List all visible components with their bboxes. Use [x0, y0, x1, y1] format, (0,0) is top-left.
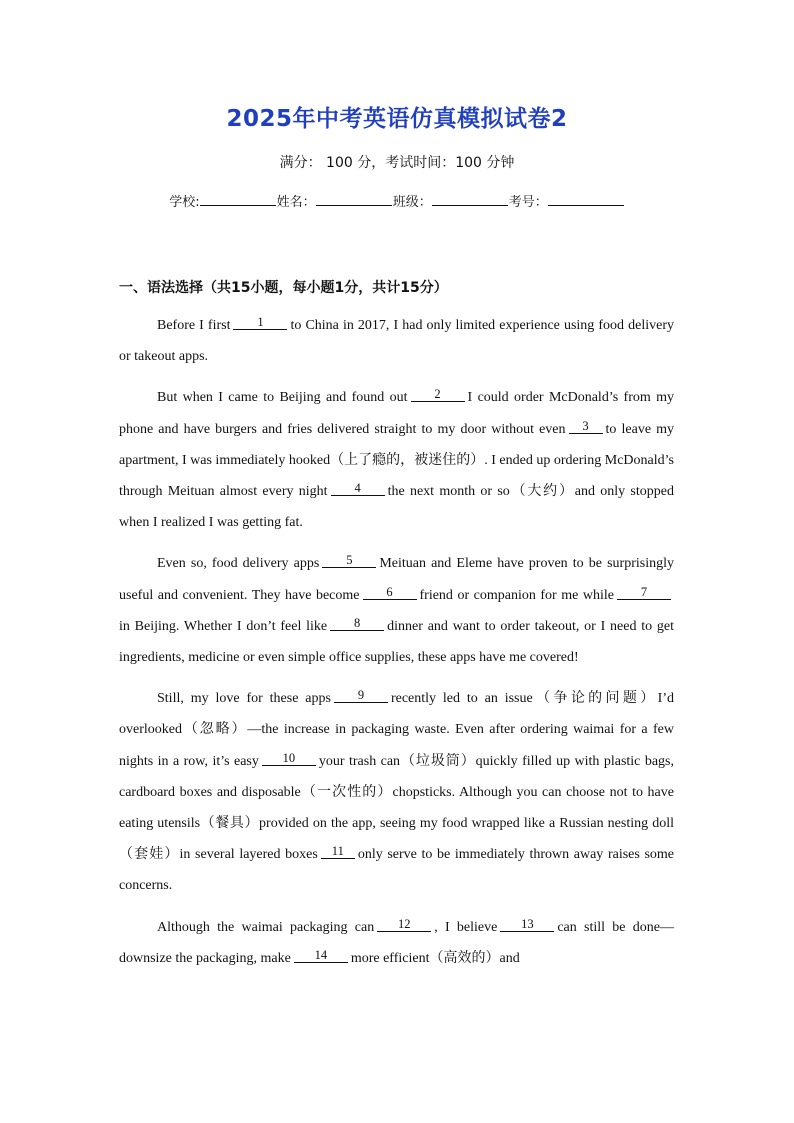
blank-8[interactable]: 8 — [330, 616, 384, 631]
passage-text: can still be done—downsize the packaging, make — [119, 919, 674, 966]
passage-text: recently led to an issue（争论的问题）I’d overlooked（忽略）—the increase in packaging waste. Even after ordering waimai for a few nights in a row, it’s easy — [119, 691, 674, 769]
blank-2[interactable]: 2 — [411, 387, 465, 402]
blank-12[interactable]: 12 — [377, 917, 431, 932]
paragraph-3 — [119, 548, 674, 673]
name-field[interactable] — [316, 193, 392, 206]
blank-11[interactable]: 11 — [321, 844, 355, 859]
paragraph-5 — [119, 912, 674, 974]
blank-1[interactable]: 1 — [233, 315, 287, 330]
exam-number-label: 考号： — [508, 195, 548, 210]
name-label: 姓名： — [276, 195, 316, 210]
passage-text: Before I first — [157, 318, 231, 333]
section-heading: 一、语法选择（共15小题，每小题1分，共计15分） — [119, 280, 448, 296]
passage-text: Meituan and Eleme have proven to be surprisingly useful and convenient. They have become — [119, 556, 674, 603]
paragraph-1 — [119, 310, 674, 372]
paragraph-4 — [119, 683, 674, 901]
blank-4[interactable]: 4 — [331, 481, 385, 496]
class-field[interactable] — [432, 193, 508, 206]
paragraph-2 — [119, 382, 674, 538]
passage-text: But when I came to Beijing and found out — [157, 390, 408, 406]
exam-number-field[interactable] — [548, 193, 624, 206]
cloze-passage — [119, 310, 674, 984]
school-label: 学校: — [169, 195, 200, 210]
blank-13[interactable]: 13 — [500, 917, 554, 932]
student-info-row — [0, 191, 794, 210]
blank-9[interactable]: 9 — [334, 688, 388, 703]
passage-text: to China in 2017, I had only limited experience using food delivery or takeout apps. — [119, 318, 674, 365]
class-label: 班级： — [392, 195, 432, 210]
blank-10[interactable]: 10 — [262, 751, 316, 766]
passage-text: , I believe — [434, 919, 498, 935]
passage-text: Still, my love for these apps — [157, 691, 331, 707]
blank-14[interactable]: 14 — [294, 948, 348, 963]
passage-text: I could order McDonald’s from my phone and have burgers and fries delivered straight to my door without even — [119, 390, 674, 437]
blank-5[interactable]: 5 — [322, 553, 376, 568]
passage-text: only serve to be immediately thrown away raises some concerns. — [119, 847, 675, 894]
passage-text: the next month or so（大约）and only stopped when I realized I was getting fat. — [119, 484, 674, 531]
passage-text: more efficient（高效的）and — [350, 950, 520, 966]
blank-6[interactable]: 6 — [363, 585, 417, 600]
passage-text: Even so, food delivery apps — [157, 556, 320, 572]
passage-text: your trash can（垃圾筒）quickly filled up with plastic bags, cardboard boxes and disposable（一次性的）chopsticks. Although you can choose not to have eating utensils（餐具）provided on the app, seeing my food wrapped like a Russian nesting doll（套娃）in several layered boxes — [119, 753, 674, 863]
passage-text: dinner and want to order takeout, or I need to get ingredients, medicine or even simple office supplies, these apps have me covered! — [119, 618, 675, 666]
blank-3[interactable]: 3 — [569, 419, 603, 434]
blank-7[interactable]: 7 — [617, 585, 671, 600]
passage-text: Although the waimai packaging can — [157, 919, 375, 935]
school-field[interactable] — [200, 193, 276, 206]
exam-subtitle: 满分： 100 分，考试时间：100 分钟 — [279, 155, 515, 171]
passage-text: in Beijing. Whether I don’t feel like — [119, 618, 328, 634]
passage-text: to leave my apartment, I was immediately hooked（上了瘾的，被迷住的）. I ended up ordering McDonald’s through Meituan almost every night — [119, 421, 675, 500]
exam-title: 2025年中考英语仿真模拟试卷2 — [226, 106, 568, 132]
passage-text: friend or companion for me while — [419, 587, 615, 603]
